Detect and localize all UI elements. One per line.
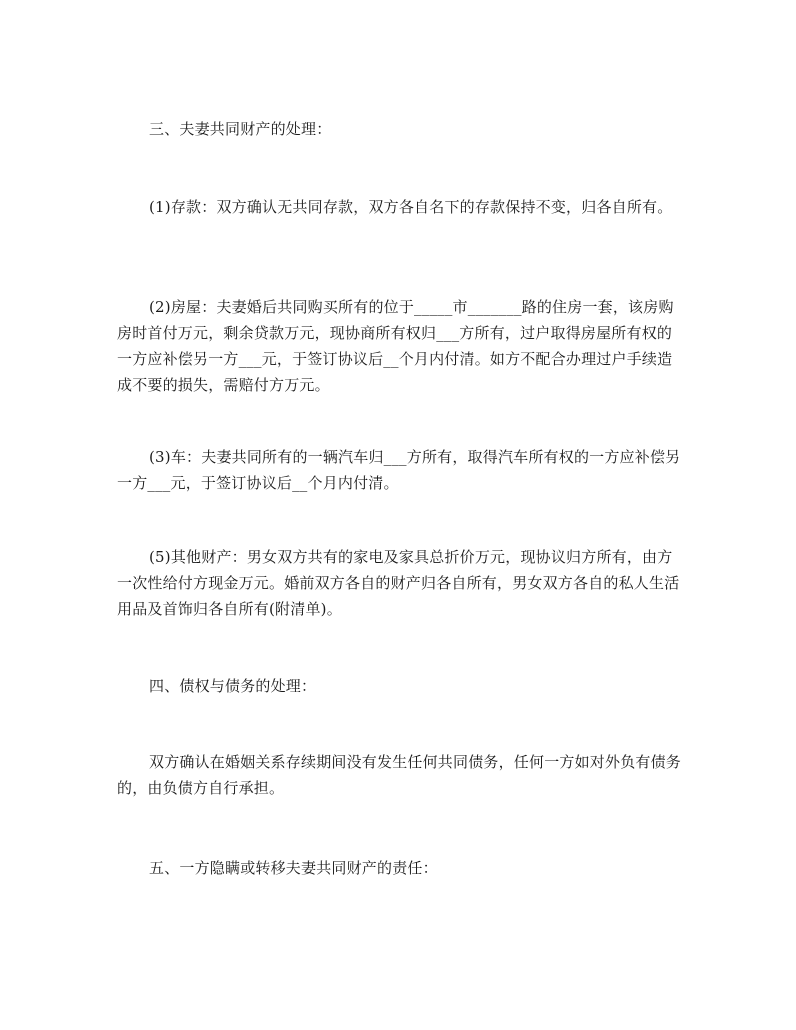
house-paragraph: (2)房屋：夫妻婚后共同购买所有的位于_____市_______路的住房一套，该房购房时首付万元，剩余贷款万元，现协商所有权归___方所有，过户取得房屋所有权的一方应补偿另一方___元，于签订协议后__个月内付清。如方不配合办理过户手续造成不要的损失，需赔付方万元。 (117, 298, 674, 394)
section-4-heading: 四、债权与债务的处理： (149, 677, 317, 695)
section-5-heading: 五、一方隐瞒或转移夫妻共同财产的责任： (149, 859, 438, 877)
car-paragraph: (3)车：夫妻共同所有的一辆汽车归___方所有，取得汽车所有权的一方应补偿另一方___元，于签订协议后__个月内付清。 (117, 448, 681, 492)
debt-paragraph: 双方确认在婚姻关系存续期间没有发生任何共同债务，任何一方如对外负有债务的，由负债方自行承担。 (117, 753, 682, 797)
savings-paragraph: (1)存款：双方确认无共同存款，双方各自名下的存款保持不变，归各自所有。 (149, 198, 673, 216)
section-3-heading: 三、夫妻共同财产的处理： (149, 120, 332, 138)
other-property-paragraph: (5)其他财产：男女双方共有的家电及家具总折价万元，现协议归方所有，由方一次性给付方现金万元。婚前双方各自的财产归各自所有，男女双方各自的私人生活用品及首饰归各自所有(附清单)。 (117, 548, 680, 618)
